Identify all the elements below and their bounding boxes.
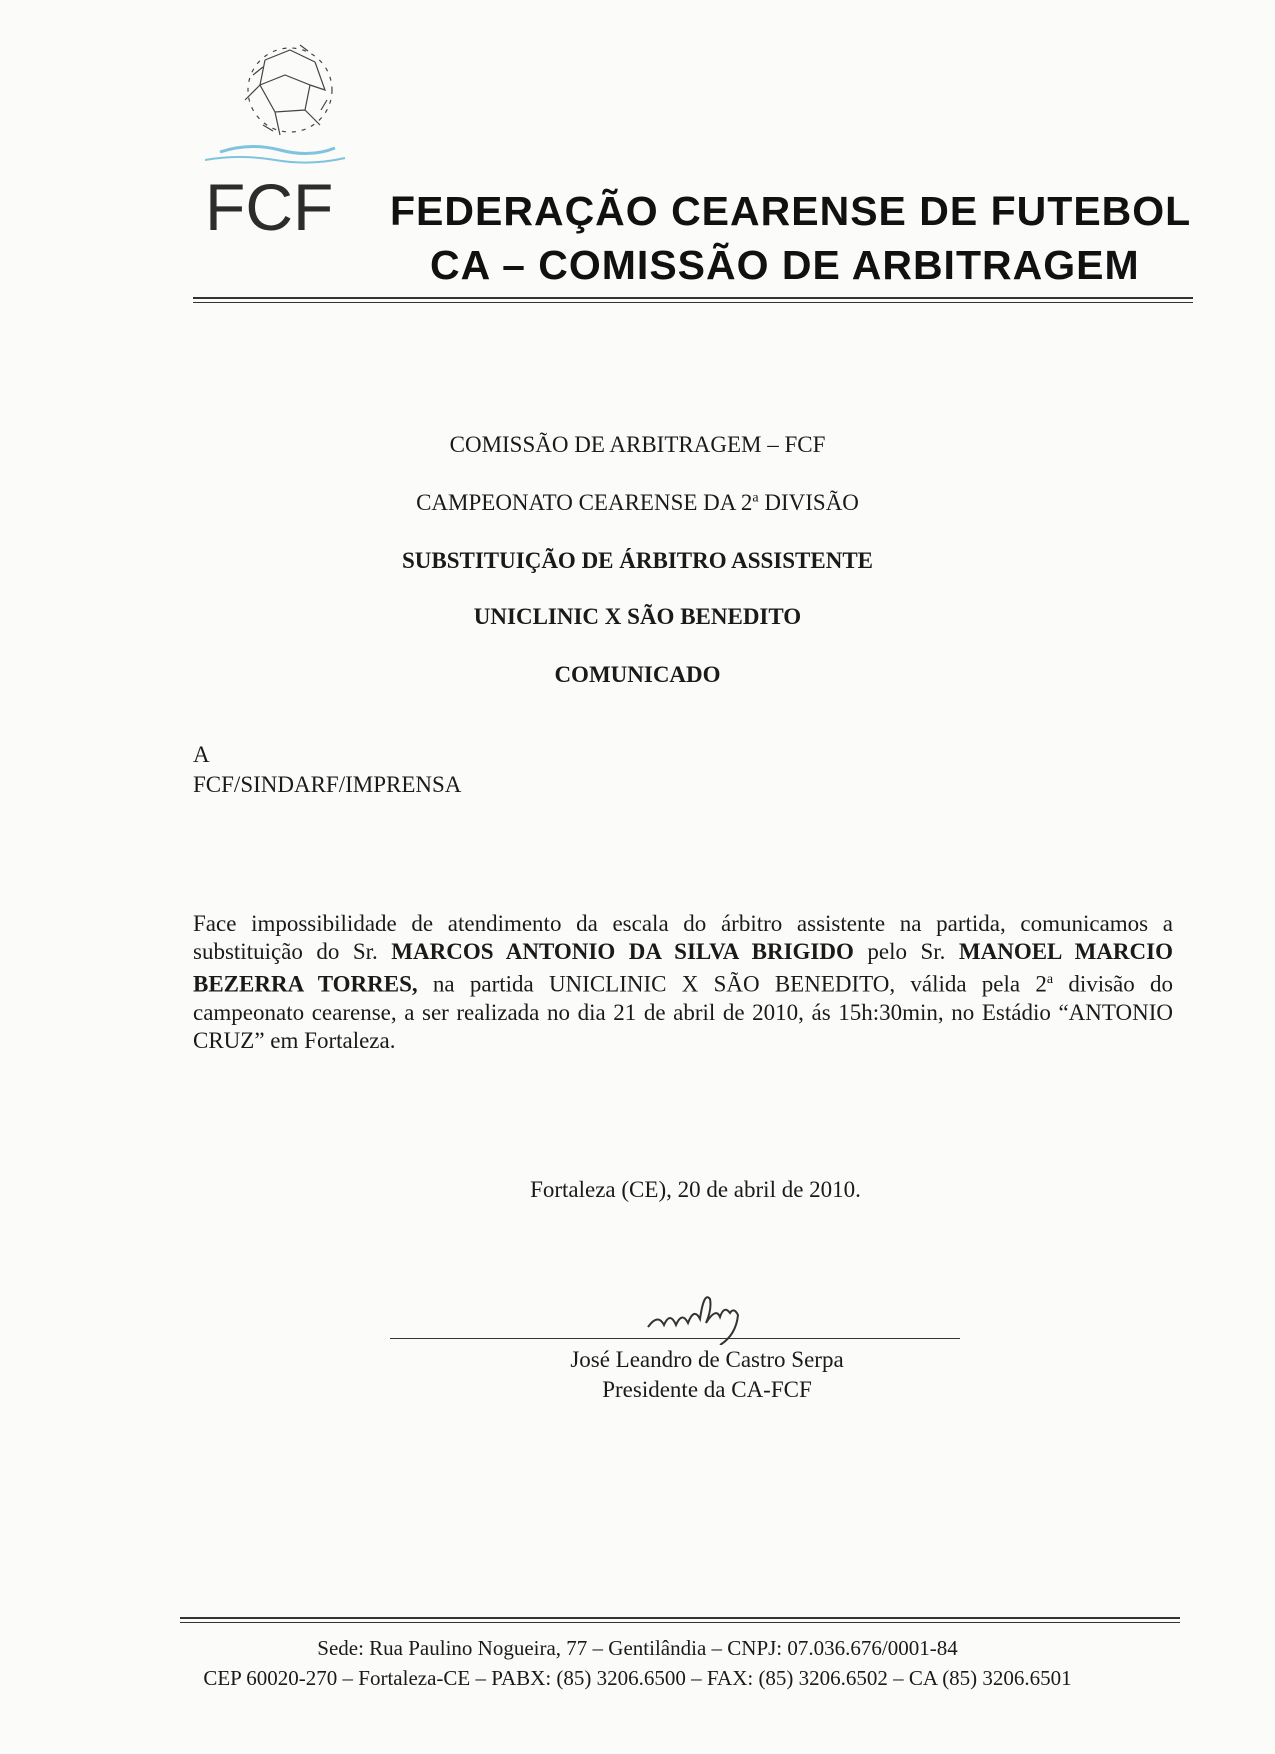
signature-line [390, 1338, 960, 1339]
footer-rule-bottom [180, 1622, 1180, 1623]
letterhead-subtitle: CA – COMISSÃO DE ARBITRAGEM [430, 242, 1140, 288]
recipient-list: FCF/SINDARF/IMPRENSA [193, 772, 462, 797]
footer-contacts: CEP 60020-270 – Fortaleza-CE – PABX: (85) 3206.6500 – FAX: (85) 3206.6502 – CA (85) 3206.6501 [203, 1666, 1072, 1690]
soccer-ball-icon [205, 30, 385, 235]
heading-championship: CAMPEONATO CEARENSE DA 2$^a$ DIVISÃO [416, 490, 859, 515]
heading-commission: COMISSÃO DE ARBITRAGEM – FCF [449, 432, 826, 457]
heading-match: UNICLINIC X SÃO BENEDITO [473, 604, 802, 629]
header-rule-top [193, 297, 1193, 299]
heading-substitution: SUBSTITUIÇÃO DE ÁRBITRO ASSISTENTE [401, 548, 874, 573]
date-line: Fortaleza (CE), 20 de abril de 2010. [530, 1177, 861, 1202]
heading-communique: COMUNICADO [554, 662, 721, 687]
substitute-referee: MANOEL MARCIO BEZERRA TORRES, [193, 939, 1173, 997]
letterhead-title: FEDERAÇÃO CEARENSE DE FUTEBOL [390, 188, 1192, 234]
body-paragraph: Face impossibilidade de atendimento da escala do árbitro assistente na partida, comunicamos a substituição do Sr. MARCOS ANTONIO DA SILVA BRIGIDO pelo Sr. MANOEL MARCIO BEZERRA TORRES, na partida UNICLINIC X SÃO BENEDITO, válida pela 2$^a$ divisão do campeonato cearense, a ser realizada no dia 21 de abril de 2010, ás 15h:30min, no Estádio “ANTONIO CRUZ” em Fortaleza. [193, 911, 1173, 1053]
signatory-name: José Leandro de Castro Serpa [570, 1347, 844, 1372]
recipient-prefix: A [193, 742, 210, 767]
header-rule-bottom [193, 302, 1193, 303]
footer-address: Sede: Rua Paulino Nogueira, 77 – Gentilândia – CNPJ: 07.036.676/0001-84 [317, 1636, 958, 1660]
logo-text: FCF [205, 170, 334, 235]
footer-rule-top [180, 1617, 1180, 1619]
signatory-role: Presidente da CA-FCF [602, 1377, 812, 1402]
fcf-logo [205, 30, 385, 235]
replaced-referee: MARCOS ANTONIO DA SILVA BRIGIDO [391, 939, 854, 964]
signature-scribble [640, 1285, 780, 1345]
